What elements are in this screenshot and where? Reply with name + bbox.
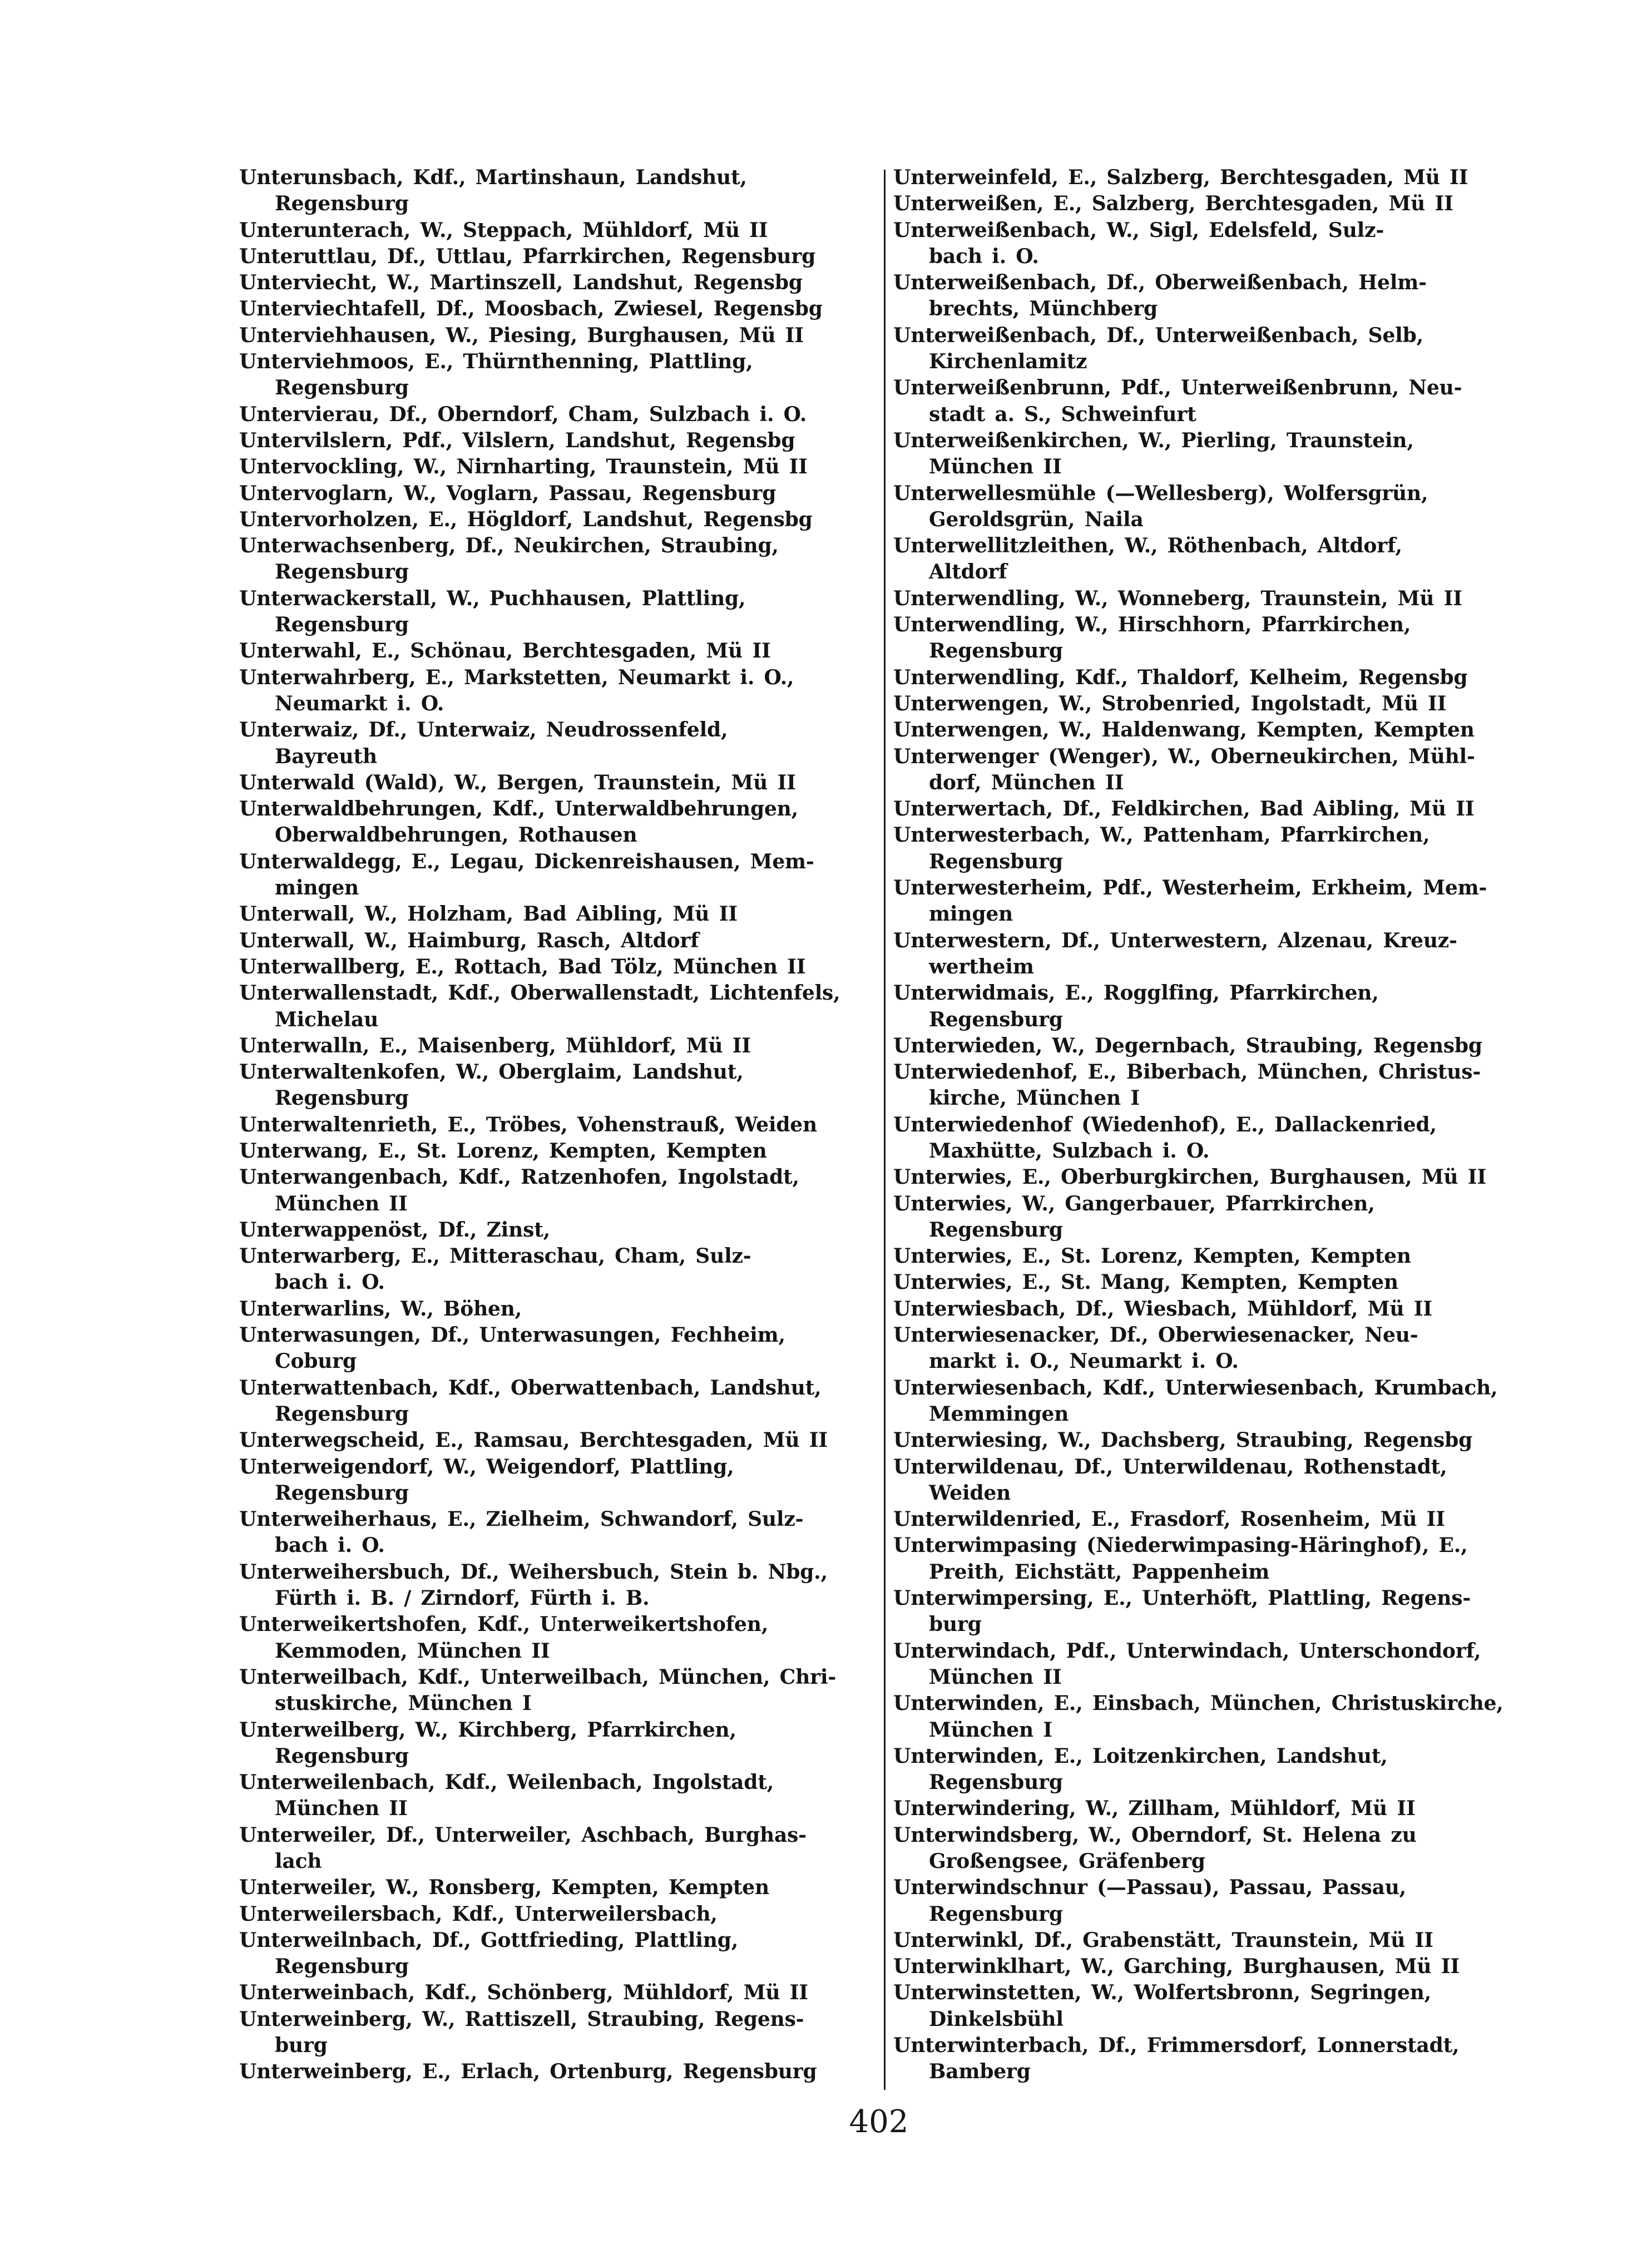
entry-line: Unterwimpasing (Niederwimpasing-Häringhof), E., [893,1534,1468,1558]
entry-line: lach [275,1850,322,1873]
entry-line: Unterwiesenbach, Kdf., Unterwiesenbach, Krumbach, [893,1376,1498,1400]
entry-line: Unterwappenöst, Df., Zinst, [239,1218,550,1242]
entry-line: Unterweinfeld, E., Salzberg, Berchtesgaden, Mü II [893,166,1468,189]
entry-line: Unterwies, W., Gangerbauer, Pfarrkirchen, [893,1192,1375,1215]
column-divider-rule [884,170,886,2090]
entry-line: Unterwenger (Wenger), W., Oberneukirchen, Mühl- [893,744,1475,768]
entry-line: Unterwinstetten, W., Wolfertsbronn, Segringen, [893,1981,1432,2005]
entry-line: Unterwiedenhof, E., Biberbach, München, Christus- [893,1060,1481,1084]
entry-line: Unterwangenbach, Kdf., Ratzenhofen, Ingolstadt, [239,1165,799,1189]
entry-line: Unterwalln, E., Maisenberg, Mühldorf, Mü II [239,1034,751,1057]
entry-line: Bayreuth [275,744,377,768]
entry-line: Unterwidmais, E., Rogglfing, Pfarrkirchen, [893,981,1379,1005]
entry-line: Unterwinklhart, W., Garching, Burghausen, Mü II [893,1955,1460,1979]
entry-line: München II [275,1797,408,1821]
entry-line: Unterwald (Wald), W., Bergen, Traunstein, Mü II [239,770,796,794]
entry-line: Unterwiesenacker, Df., Oberwiesenacker, Neu- [893,1323,1418,1347]
entry-line: Kirchenlamitz [929,350,1087,374]
entry-line: Unterwieden, W., Degernbach, Straubing, Regensbg [893,1034,1482,1057]
entry-line: Unterwellesmühle (—Wellesberg), Wolfersgrün, [893,481,1428,505]
entry-line: kirche, München I [929,1086,1140,1110]
entry-line: Unterwinden, E., Loitzenkirchen, Landshut, [893,1744,1388,1768]
entry-line: Weiden [929,1481,1011,1505]
entry-line: Unterweihersbuch, Df., Weihersbuch, Stein b. Nbg., [239,1560,828,1584]
entry-line: Unterviehhausen, W., Piesing, Burghausen, Mü II [239,323,804,347]
entry-line: Unterwinterbach, Df., Frimmersdorf, Lonnerstadt, [893,2034,1460,2058]
entry-line: Unterwiesbach, Df., Wiesbach, Mühldorf, Mü II [893,1297,1432,1321]
entry-line: Unterweilbach, Kdf., Unterweilbach, München, Chri- [239,1665,837,1689]
entry-line: wertheim [929,955,1034,978]
entry-line: Unterwaldbehrungen, Kdf., Unterwaldbehrungen, [239,797,798,821]
entry-line: Unterweiler, W., Ronsberg, Kempten, Kempten [239,1876,769,1900]
entry-line: Unterweilersbach, Kdf., Unterweilersbach, [239,1902,718,1926]
entry-line: Unterweißenbach, Df., Oberweißenbach, Helm- [893,271,1427,295]
entry-line: Memmingen [929,1402,1069,1426]
entry-line: Geroldsgrün, Naila [929,507,1144,531]
entry-line: Unterwindschnur (—Passau), Passau, Passau, [893,1876,1407,1900]
entry-line: Unterwahrberg, E., Markstetten, Neumarkt i. O., [239,665,794,689]
entry-line: Unterwackerstall, W., Puchhausen, Plattling, [239,586,746,610]
entry-line: Michelau [275,1007,379,1031]
entry-line: Unterweinbach, Kdf., Schönberg, Mühldorf, Mü II [239,1981,808,2005]
entry-line: Unterwinkl, Df., Grabenstätt, Traunstein, Mü II [893,1928,1433,1952]
entry-line: bach i. O. [929,244,1039,268]
entry-line: Unterwall, W., Holzham, Bad Aibling, Mü II [239,902,738,926]
entry-line: Unterwiesing, W., Dachsberg, Straubing, Regensbg [893,1428,1473,1452]
entry-line: Unterwaiz, Df., Unterwaiz, Neudrossenfeld, [239,718,728,742]
entry-line: Unterwindsberg, W., Oberndorf, St. Helena zu [893,1823,1417,1847]
entry-line: Unterwildenau, Df., Unterwildenau, Rothenstadt, [893,1455,1447,1479]
entry-line: Maxhütte, Sulzbach i. O. [929,1139,1210,1163]
entry-line: Unterwinden, E., Einsbach, München, Christuskirche, [893,1692,1503,1716]
entry-line: Coburg [275,1350,357,1373]
entry-line: Unterwendling, Kdf., Thaldorf, Kelheim, Regensbg [893,665,1468,689]
entry-line: markt i. O., Neumarkt i. O. [929,1350,1239,1373]
entry-line: Regensburg [275,376,409,400]
entry-line: Unterweilberg, W., Kirchberg, Pfarrkirchen, [239,1718,736,1742]
entry-line: Unterunsbach, Kdf., Martinshaun, Landshut, [239,166,747,189]
entry-line: Unterwegscheid, E., Ramsau, Berchtesgaden, Mü II [239,1428,828,1452]
entry-line: Neumarkt i. O. [275,691,444,715]
entry-line: Unterwall, W., Haimburg, Rasch, Altdorf [239,928,699,952]
entry-line: Unterweilenbach, Kdf., Weilenbach, Ingolstadt, [239,1771,774,1795]
entry-line: Unterweißenbach, W., Sigl, Edelsfeld, Sulz- [893,218,1384,242]
entry-line: Unterwindach, Pdf., Unterwindach, Unterschondorf, [893,1639,1481,1663]
entry-line: Regensburg [929,639,1063,663]
entry-line: Regensburg [929,1902,1063,1926]
entry-line: Unterwengen, W., Haldenwang, Kempten, Kempten [893,718,1475,742]
entry-line: Unterwellitzleithen, W., Röthenbach, Altdorf, [893,534,1402,558]
entry-line: Unterwiedenhof (Wiedenhof), E., Dallackenried, [893,1113,1437,1136]
entry-line: Unterweigendorf, W., Weigendorf, Plattling, [239,1455,734,1479]
entry-line: Unterweißenkirchen, W., Pierling, Traunstein, [893,428,1414,452]
entry-line: München I [929,1718,1052,1742]
entry-line: Unterweikertshofen, Kdf., Unterweikertshofen, [239,1613,769,1637]
entry-line: Kemmoden, München II [275,1639,550,1663]
entry-line: Unterweilnbach, Df., Gottfrieding, Plattling, [239,1928,739,1952]
entry-line: Unterwindering, W., Zillham, Mühldorf, Mü II [893,1797,1416,1821]
entry-line: bach i. O. [275,1271,385,1294]
entry-line: Unterwaldegg, E., Legau, Dickenreishausen, Mem- [239,849,814,873]
entry-line: Untervoglarn, W., Voglarn, Passau, Regensburg [239,481,776,505]
entry-line: brechts, Münchberg [929,297,1158,321]
entry-line: Regensburg [929,1007,1063,1031]
entry-line: Unteruttlau, Df., Uttlau, Pfarrkirchen, Regensburg [239,244,816,268]
entry-line: Unterwallenstadt, Kdf., Oberwallenstadt, Lichtenfels, [239,981,840,1005]
entry-line: burg [275,2034,328,2058]
entry-line: Unterwesterbach, W., Pattenham, Pfarrkirchen, [893,823,1430,847]
entry-line: Unterwesterheim, Pdf., Westerheim, Erkheim, Mem- [893,876,1487,900]
entry-line: bach i. O. [275,1534,385,1558]
entry-line: Unterwendling, W., Hirschhorn, Pfarrkirchen, [893,613,1411,637]
entry-line: Altdorf [929,560,1007,584]
entry-line: Unterviechtafell, Df., Moosbach, Zwiesel, Regensbg [239,297,823,321]
entry-line: Regensburg [275,1744,409,1768]
entry-line: Regensburg [275,1402,409,1426]
entry-line: Preith, Eichstätt, Pappenheim [929,1560,1270,1584]
entry-line: Unterwaltenrieth, E., Tröbes, Vohenstrauß, Weiden [239,1113,817,1136]
entry-line: stuskirche, München I [275,1692,532,1716]
entry-line: München II [275,1192,408,1215]
column-left [239,165,879,2085]
entry-line: Untervilslern, Pdf., Vilslern, Landshut, Regensbg [239,428,795,452]
entry-line: Unterweiler, Df., Unterweiler, Aschbach, Burghas- [239,1823,807,1847]
entry-line: Großengsee, Gräfenberg [929,1850,1205,1873]
entry-line: Unterwertach, Df., Feldkirchen, Bad Aibling, Mü II [893,797,1475,821]
entry-line: München II [929,455,1062,479]
entry-line: Dinkelsbühl [929,2007,1064,2031]
entry-line: Unterwildenried, E., Frasdorf, Rosenheim, Mü II [893,1507,1445,1531]
entry-line: Unterwasungen, Df., Unterwasungen, Fechheim, [239,1323,785,1347]
entry-line: Untervockling, W., Nirnharting, Traunstein, Mü II [239,455,808,479]
entry-line: Fürth i. B. / Zirndorf, Fürth i. B. [275,1586,650,1610]
entry-line: Unterwarlins, W., Böhen, [239,1297,522,1321]
entry-line: Regensburg [275,1955,409,1979]
entry-line: Unterweißenbrunn, Pdf., Unterweißenbrunn, Neu- [893,376,1462,400]
column-right [893,165,1600,2085]
entry-line: Unterwestern, Df., Unterwestern, Alzenau, Kreuz- [893,928,1457,952]
entry-line: Unterunterach, W., Steppach, Mühldorf, Mü II [239,218,768,242]
entry-line: burg [929,1613,982,1637]
entry-line: Untervorholzen, E., Högldorf, Landshut, Regensbg [239,507,813,531]
entry-line: Unterwies, E., Oberburgkirchen, Burghausen, Mü II [893,1165,1486,1189]
entry-line: Unterwallberg, E., Rottach, Bad Tölz, München II [239,955,806,978]
entry-line: Regensburg [275,1481,409,1505]
entry-line: Regensburg [275,560,409,584]
entry-line: Unterviecht, W., Martinszell, Landshut, Regensbg [239,271,803,295]
entry-line: Unterviehmoos, E., Thürnthenning, Plattling, [239,350,753,374]
entry-line: stadt a. S., Schweinfurt [929,402,1196,426]
entry-line: Unterweinberg, W., Rattiszell, Straubing, Regens- [239,2007,804,2031]
entry-line: Unterweißen, E., Salzberg, Berchtesgaden, Mü II [893,192,1453,216]
entry-line: Unterwahl, E., Schönau, Berchtesgaden, Mü II [239,639,771,663]
entry-line: Regensburg [929,1771,1063,1795]
entry-line: Unterwang, E., St. Lorenz, Kempten, Kempten [239,1139,767,1163]
entry-line: Unterweiherhaus, E., Zielheim, Schwandorf, Sulz- [239,1507,804,1531]
entry-line: Oberwaldbehrungen, Rothausen [275,823,637,847]
entry-line: Regensburg [929,1218,1063,1242]
entry-line: Unterwimpersing, E., Unterhöft, Plattling, Regens- [893,1586,1471,1610]
entry-line: Regensburg [275,1086,409,1110]
entry-line: Unterwendling, W., Wonneberg, Traunstein, Mü II [893,586,1462,610]
entry-line: Regensburg [275,192,409,216]
entry-line: Unterwies, E., St. Mang, Kempten, Kempten [893,1271,1398,1294]
entry-line: Unterwattenbach, Kdf., Oberwattenbach, Landshut, [239,1376,822,1400]
entry-line: Unterwarberg, E., Mitteraschau, Cham, Sulz- [239,1244,751,1268]
entry-line: Regensburg [275,613,409,637]
entry-line: Bamberg [929,2060,1031,2084]
entry-line: Unterweißenbach, Df., Unterweißenbach, Selb, [893,323,1423,347]
entry-line: Unterwengen, W., Strobenried, Ingolstadt, Mü II [893,691,1447,715]
entry-line: dorf, München II [929,770,1124,794]
entry-line: Unterwachsenberg, Df., Neukirchen, Straubing, [239,534,779,558]
entry-line: Regensburg [929,849,1063,873]
entry-line: Unterwies, E., St. Lorenz, Kempten, Kempten [893,1244,1411,1268]
page-number: 402 [849,2104,909,2140]
entry-line: mingen [275,876,359,900]
entry-line: Untervierau, Df., Oberndorf, Cham, Sulzbach i. O. [239,402,807,426]
entry-line: Unterwaltenkofen, W., Oberglaim, Landshut, [239,1060,744,1084]
entry-line: München II [929,1665,1062,1689]
entry-line: mingen [929,902,1013,926]
entry-line: Unterweinberg, E., Erlach, Ortenburg, Regensburg [239,2060,817,2084]
